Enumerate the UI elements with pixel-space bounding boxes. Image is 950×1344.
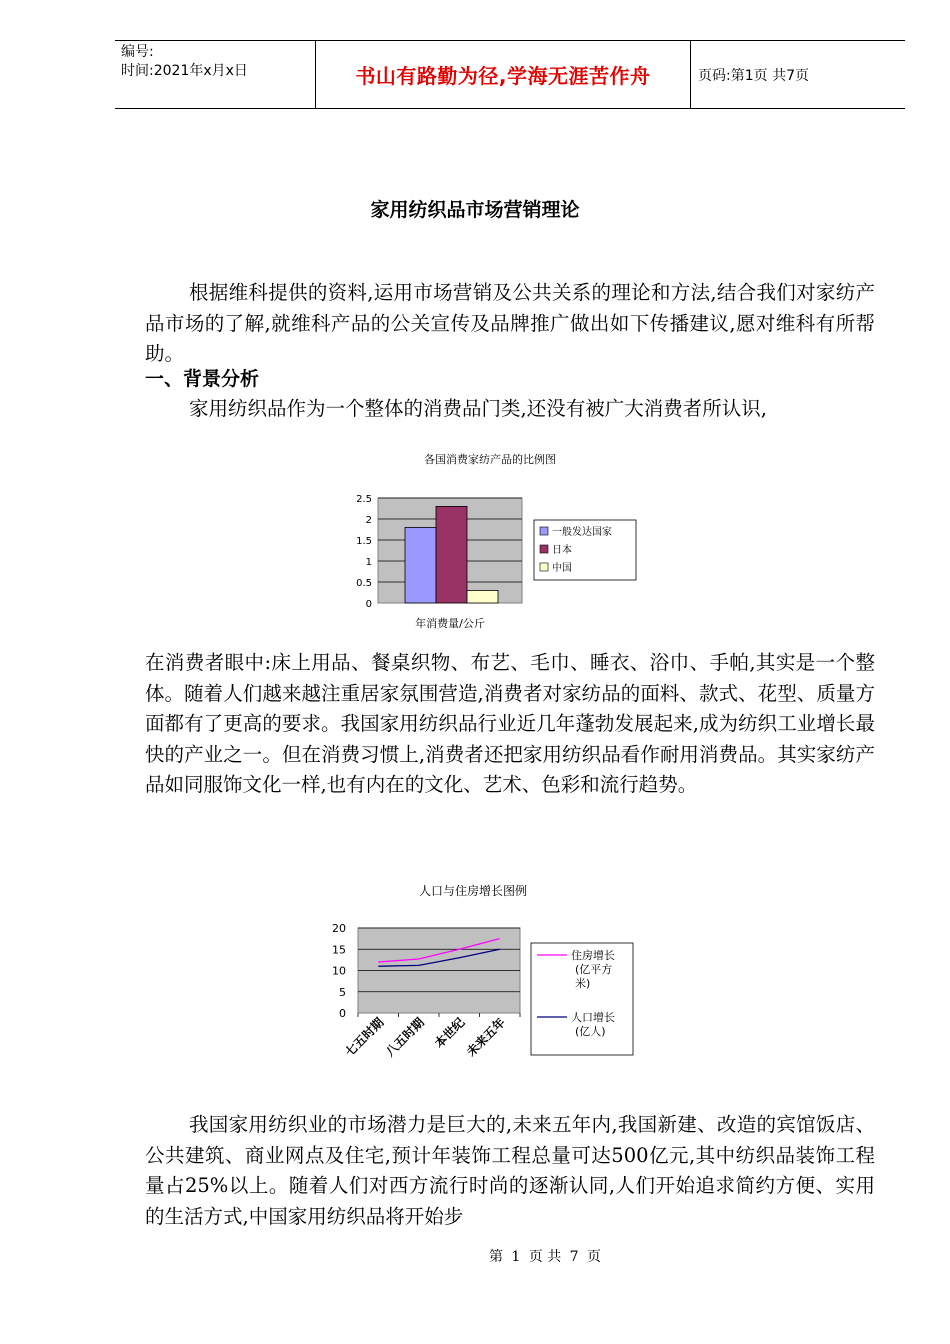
footer-page-number: 1 <box>511 1249 521 1265</box>
number-label: 编号: <box>121 44 154 60</box>
y-tick-label: 2 <box>365 515 372 526</box>
footer-prefix: 第 <box>488 1249 503 1265</box>
paragraph-intro: 根据维科提供的资料,运用市场营销及公共关系的理论和方法,结合我们对家纺产品市场的了解,就维科产品的公关宣传及品牌推广做出如下传播建议,愿对维科有所帮助。 <box>145 281 875 365</box>
bar <box>405 527 436 603</box>
x-tick-label: 七五时期 <box>342 1015 387 1060</box>
line-chart <box>318 875 648 1090</box>
y-tick-label: 5 <box>339 985 346 999</box>
document-title: 家用纺织品市场营销理论 <box>370 199 580 221</box>
x-tick-label: 未来五年 <box>464 1015 508 1060</box>
header-motto: 书山有路勤为径,学海无涯苦作舟 <box>355 64 651 88</box>
footer-total-pages: 7 <box>569 1249 579 1265</box>
paragraph-consumer: 在消费者眼中:床上用品、餐桌织物、布艺、毛巾、睡衣、浴巾、手帕,其实是一个整体。随着人们越来越注重居家氛围营造,消费者对家纺品的面料、款式、花型、质量方面都有了更高的要求。我国家用纺织品行业近几年蓬勃发展起来,成为纺织工业增长最快的产业之一。但在消费习惯上,消费者还把家用纺织品看作耐用消费品。其实家纺产品如同服饰文化一样,也有内在的文化、艺术、色彩和流行趋势。 <box>145 651 875 796</box>
section-heading: 一、背景分析 <box>145 368 260 390</box>
bar <box>467 590 498 603</box>
page-footer <box>0 1246 950 1266</box>
y-tick-label: 15 <box>332 943 346 957</box>
paragraph-market: 我国家用纺织业的市场潜力是巨大的,未来五年内,我国新建、改造的宾馆饭店、公共建筑、商业网点及住宅,预计年装饰工程总量可达500亿元,其中纺织品装饰工程量占25%以上。随着人们对西方流行时尚的逐渐认同,人们开始追求简约方便、实用的生活方式,中国家用纺织品将开始步 <box>145 1113 875 1228</box>
legend-label: 中国 <box>552 563 572 574</box>
bar-chart <box>330 445 650 635</box>
y-tick-label: 0.5 <box>356 578 372 589</box>
page-header <box>115 40 905 109</box>
header-divider <box>690 41 691 108</box>
x-tick-label: 本世纪 <box>432 1015 468 1051</box>
x-axis-label: 年消费量/公斤 <box>415 617 485 630</box>
y-tick-label: 0 <box>339 1007 346 1020</box>
chart-title: 各国消费家纺产品的比例图 <box>424 453 556 466</box>
header-meta <box>121 43 315 81</box>
legend-label: 日本 <box>552 545 572 556</box>
chart-title: 人口与住房增长图例 <box>418 884 528 898</box>
y-tick-label: 10 <box>332 964 346 978</box>
footer-mid: 页 共 <box>528 1249 562 1265</box>
y-tick-label: 1.5 <box>356 536 372 547</box>
legend-label: 一般发达国家 <box>552 527 612 538</box>
paragraph-background: 家用纺织品作为一个整体的消费品门类,还没有被广大消费者所认识, <box>189 397 767 420</box>
y-tick-label: 20 <box>332 922 346 935</box>
x-tick-label: 八五时期 <box>383 1015 427 1060</box>
header-page-label: 页码:第1页 共7页 <box>698 67 809 84</box>
legend-label: 住房增长(亿平方米) <box>571 949 615 990</box>
y-tick-label: 2.5 <box>356 494 372 505</box>
y-tick-label: 0 <box>365 599 372 610</box>
legend-label: 人口增长(亿人) <box>571 1011 615 1038</box>
legend-swatch <box>540 545 548 553</box>
bar <box>436 506 467 603</box>
legend-swatch <box>540 527 548 535</box>
y-tick-label: 1 <box>365 557 372 568</box>
footer-suffix: 页 <box>587 1249 602 1265</box>
time-label: 时间:2021年x月x日 <box>121 63 248 79</box>
legend-swatch <box>540 563 548 571</box>
